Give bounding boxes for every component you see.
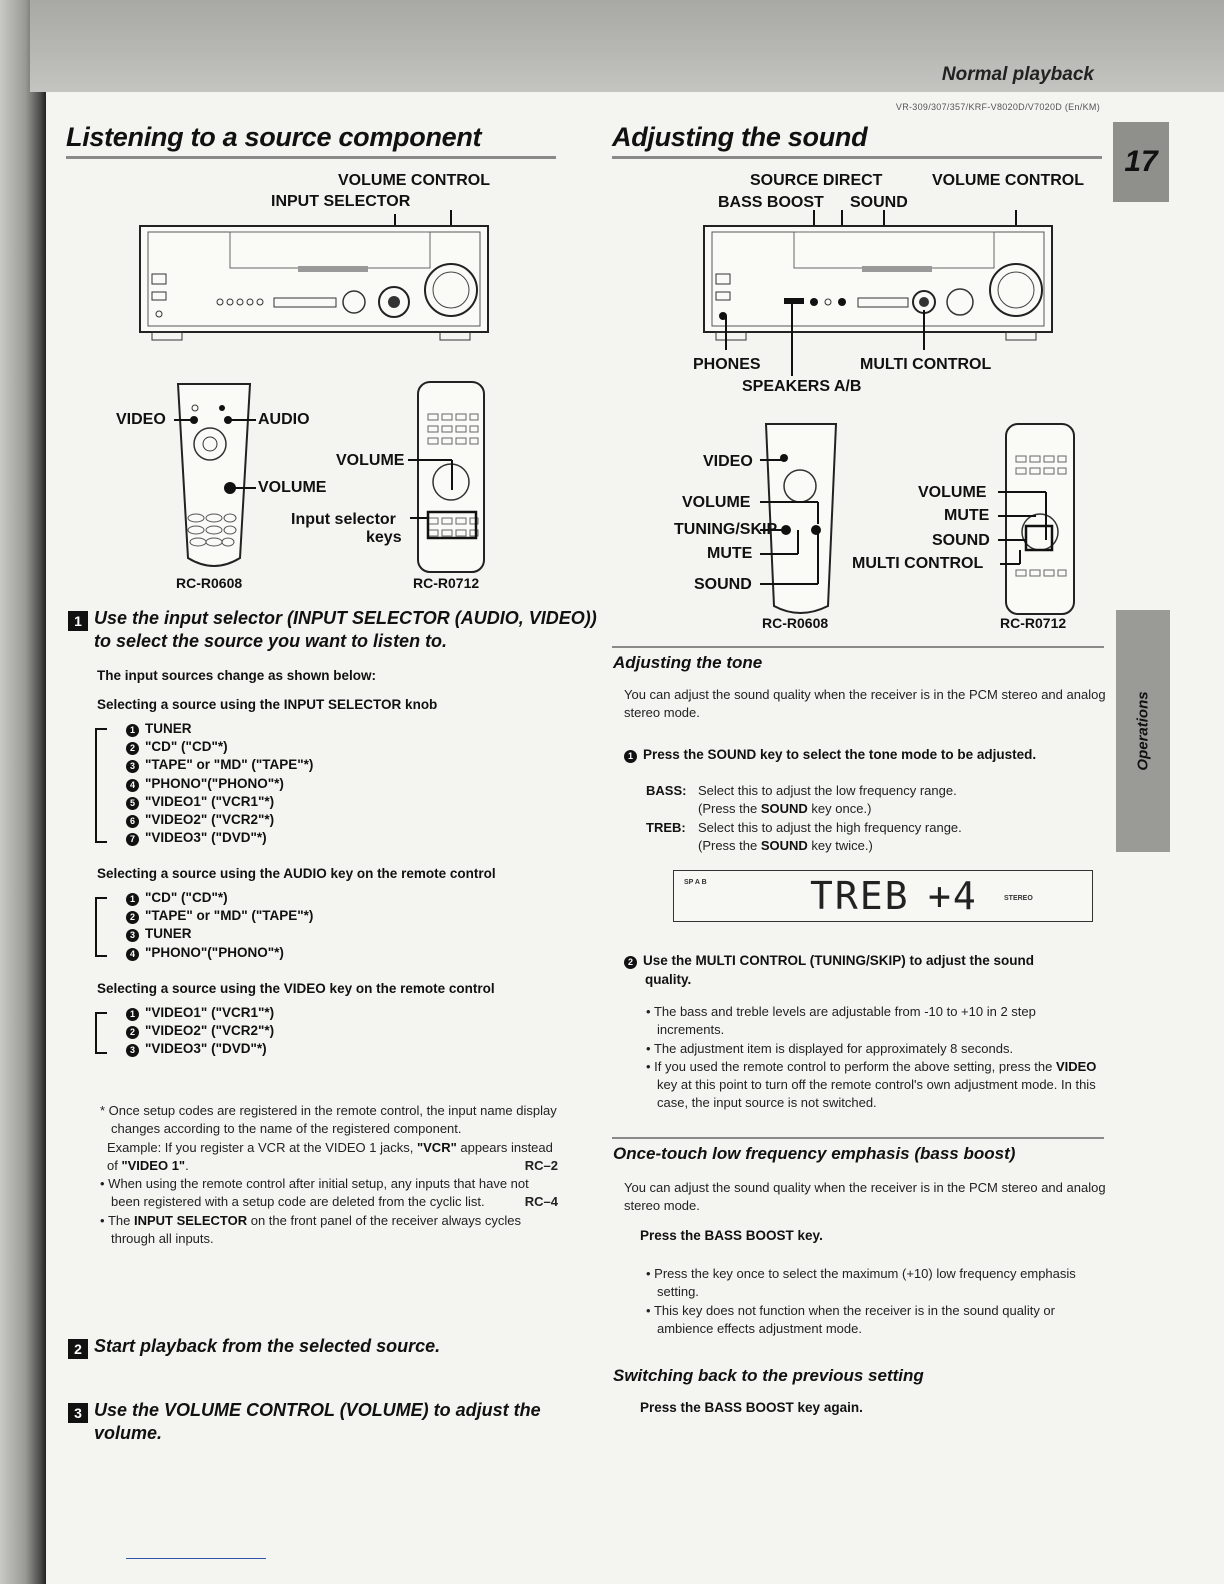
label-volume-control: VOLUME CONTROL xyxy=(338,172,490,189)
source-item-label: "TAPE" or "MD" ("TAPE"*) xyxy=(145,908,314,924)
note-1-ref: RC–2 xyxy=(524,1157,558,1173)
bass-boost-bullets xyxy=(646,1265,1104,1338)
step-number: 1 xyxy=(68,611,88,631)
tone-rule xyxy=(612,646,1104,648)
source-item-label: "VIDEO1" ("VCR1"*) xyxy=(145,793,275,809)
section-tab xyxy=(1116,610,1170,852)
page-number: 17 xyxy=(1113,122,1169,202)
label-r-model-b: RC-R0712 xyxy=(1000,615,1067,631)
knob-heading: Selecting a source using the INPUT SELECTOR knob xyxy=(97,697,438,712)
label-input-selector: INPUT SELECTOR xyxy=(271,193,411,210)
remote-illustrations-left xyxy=(110,378,510,578)
knob-source-list xyxy=(126,720,313,847)
tone-bullet-3: • If you used the remote control to perform the above setting, press the VIDEO key at this point to turn off the remote control's own adjustment mode. In this case, the input source is not switched. xyxy=(646,1058,1097,1111)
label-model-a: RC-R0608 xyxy=(176,575,243,591)
source-item xyxy=(126,925,313,943)
source-item xyxy=(126,738,313,756)
audio-key-heading: Selecting a source using the AUDIO key on the remote control xyxy=(97,866,496,881)
tone-step-2-cont: quality. xyxy=(645,972,692,987)
model-code: VR-309/307/357/KRF-V8020D/V7020D (En/KM) xyxy=(895,102,1100,112)
source-item xyxy=(126,1004,274,1022)
bass-boost-bullet-2: • This key does not function when the receiver is in the sound quality or ambience effects adjustment mode. xyxy=(646,1302,1055,1336)
source-item-number: 2 xyxy=(126,1026,139,1039)
book-spine-shadow xyxy=(0,0,46,1584)
source-item-number: 3 xyxy=(126,1044,139,1057)
bass-boost-intro: You can adjust the sound quality when the receiver is in the PCM stereo and analog stereo mode. xyxy=(624,1180,1106,1214)
knob-cycle-bracket xyxy=(95,728,107,843)
source-item-label: "TAPE" or "MD" ("TAPE"*) xyxy=(145,757,314,773)
source-item-label: "CD" ("CD"*) xyxy=(145,890,228,905)
label-r-video: VIDEO xyxy=(703,453,753,470)
tone-step-2: 2 Use the MULTI CONTROL (TUNING/SKIP) to adjust the sound xyxy=(624,953,1034,969)
source-item-label: "VIDEO3" ("DVD"*) xyxy=(145,1041,267,1057)
source-item-label: "VIDEO3" ("DVD"*) xyxy=(145,830,267,846)
source-item-number: 3 xyxy=(126,929,139,942)
display-mode-text: TREB xyxy=(810,874,910,918)
note-1-example: Example: If you register a VCR at the VIDEO 1 jacks, "VCR" appears instead of "VIDEO 1". RC–2 xyxy=(100,1139,558,1176)
left-step-3: 3 Use the VOLUME CONTROL (VOLUME) to adjust the volume. xyxy=(68,1400,541,1444)
label-source-direct: SOURCE DIRECT xyxy=(750,172,883,189)
switch-back-heading: Switching back to the previous setting xyxy=(613,1366,924,1385)
label-r-multi-control: MULTI CONTROL xyxy=(852,555,984,572)
label-r-volume-b: VOLUME xyxy=(918,484,987,501)
source-item-label: "VIDEO2" ("VCR2"*) xyxy=(145,1023,275,1039)
header-title: Normal playback xyxy=(941,64,1094,85)
source-item-number: 2 xyxy=(126,911,139,924)
label-r-mute-a: MUTE xyxy=(707,545,753,562)
source-item-number: 1 xyxy=(126,893,139,906)
label-volume-control-r: VOLUME CONTROL xyxy=(932,172,1084,189)
source-item xyxy=(126,907,313,925)
label-r-volume-a: VOLUME xyxy=(682,494,751,511)
tone-intro: You can adjust the sound quality when the receiver is in the PCM stereo and analog stereo mode. xyxy=(624,687,1106,721)
tone-step-1: 1 Press the SOUND key to select the tone mode to be adjusted. xyxy=(624,747,1036,763)
receiver-illustration-right xyxy=(690,210,1070,380)
section-tab-label: Operations xyxy=(1134,691,1152,771)
source-item xyxy=(126,829,313,847)
source-item xyxy=(126,775,313,793)
display-stereo-indicator: STEREO xyxy=(1004,895,1033,902)
label-volume-b: VOLUME xyxy=(336,452,405,469)
source-item-label: "VIDEO1" ("VCR1"*) xyxy=(145,1005,275,1020)
bass-boost-rule xyxy=(612,1137,1104,1139)
right-title-rule xyxy=(612,156,1102,159)
label-speakers: SPEAKERS A/B xyxy=(742,378,862,395)
source-item xyxy=(126,720,313,738)
label-r-sound-a: SOUND xyxy=(694,576,752,593)
source-item-number: 2 xyxy=(126,742,139,755)
note-2: • When using the remote control after initial setup, any inputs that have not been registered with a setup code are deleted from the cyclic list. RC–4 xyxy=(100,1176,558,1210)
left-section-title: Listening to a source component xyxy=(66,122,482,152)
label-volume-a: VOLUME xyxy=(258,479,327,496)
source-item-number: 4 xyxy=(126,948,139,961)
label-multi-control: MULTI CONTROL xyxy=(860,356,992,373)
source-item xyxy=(126,756,313,774)
source-item-label: "VIDEO2" ("VCR2"*) xyxy=(145,812,275,828)
left-step-1: 1 Use the input selector (INPUT SELECTOR (AUDIO, VIDEO)) to select the source you want to listen to. xyxy=(68,608,597,652)
label-phones: PHONES xyxy=(693,356,761,373)
tone-bullet-2: • The adjustment item is displayed for approximately 8 seconds. xyxy=(646,1040,1014,1056)
source-item-label: "CD" ("CD"*) xyxy=(145,739,228,755)
audio-source-list xyxy=(126,889,313,962)
source-item-label: "PHONO"("PHONO"*) xyxy=(145,944,284,960)
source-item-label: TUNER xyxy=(145,926,192,942)
label-r-mute-b: MUTE xyxy=(944,507,990,524)
source-item-number: 4 xyxy=(126,779,139,792)
source-item xyxy=(126,811,313,829)
label-input-keys-1: Input selector xyxy=(291,511,396,528)
source-item-number: 3 xyxy=(126,760,139,773)
video-cycle-bracket xyxy=(95,1012,107,1054)
label-video: VIDEO xyxy=(116,411,166,428)
sources-intro: The input sources change as shown below: xyxy=(97,668,377,683)
audio-cycle-bracket xyxy=(95,897,107,957)
label-bass-boost: BASS BOOST xyxy=(718,194,824,211)
label-model-b: RC-R0712 xyxy=(413,575,480,591)
source-item xyxy=(126,793,313,811)
bass-boost-press: Press the BASS BOOST key. xyxy=(640,1228,823,1243)
left-title-rule xyxy=(66,156,556,159)
source-item xyxy=(126,1022,274,1040)
label-r-tuning: TUNING/SKIP xyxy=(674,521,778,538)
display-panel xyxy=(673,870,1093,922)
source-item xyxy=(126,889,313,907)
label-audio: AUDIO xyxy=(258,411,310,428)
receiver-illustration-left xyxy=(130,210,500,350)
display-speaker-indicator: SP A B xyxy=(684,879,707,886)
note-1: * Once setup codes are registered in the remote control, the input name display changes according to the name of the registered component. xyxy=(100,1103,557,1137)
label-r-model-a: RC-R0608 xyxy=(762,615,829,631)
bass-boost-bullet-1: • Press the key once to select the maximum (+10) low frequency emphasis setting. xyxy=(646,1266,1076,1300)
switch-back-press: Press the BASS BOOST key again. xyxy=(640,1400,863,1415)
notes-block xyxy=(100,1102,558,1248)
source-item-number: 7 xyxy=(126,833,139,846)
tone-bullets xyxy=(646,1003,1104,1113)
note-3: • The INPUT SELECTOR on the front panel of the receiver always cycles through all inputs. xyxy=(100,1212,521,1247)
bass-boost-heading: Once-touch low frequency emphasis (bass boost) xyxy=(613,1144,1016,1163)
source-item-number: 1 xyxy=(126,724,139,737)
label-sound: SOUND xyxy=(850,194,908,211)
source-item-number: 1 xyxy=(126,1008,139,1021)
footnote-rule xyxy=(126,1558,266,1559)
source-item xyxy=(126,944,313,962)
source-item-label: "PHONO"("PHONO"*) xyxy=(145,775,284,791)
tone-bullet-1: • The bass and treble levels are adjustable from -10 to +10 in 2 step increments. xyxy=(646,1004,1036,1038)
left-step-2: 2 Start playback from the selected source. xyxy=(68,1336,440,1359)
tone-modes: BASS: Select this to adjust the low frequency range. (Press the SOUND key once.) TREB: Select this to adjust the high frequency range. (Press the SOUND key twice.) xyxy=(646,783,962,853)
tone-heading: Adjusting the tone xyxy=(613,653,763,672)
display-value: +4 xyxy=(928,874,978,918)
source-item-label: TUNER xyxy=(145,721,192,736)
video-source-list xyxy=(126,1004,274,1059)
label-r-sound-b: SOUND xyxy=(932,532,990,549)
video-key-heading: Selecting a source using the VIDEO key on the remote control xyxy=(97,981,495,996)
source-item xyxy=(126,1040,274,1058)
label-input-keys-2: keys xyxy=(366,529,402,546)
source-item-number: 5 xyxy=(126,797,139,810)
right-section-title: Adjusting the sound xyxy=(612,122,868,152)
source-item-number: 6 xyxy=(126,815,139,828)
